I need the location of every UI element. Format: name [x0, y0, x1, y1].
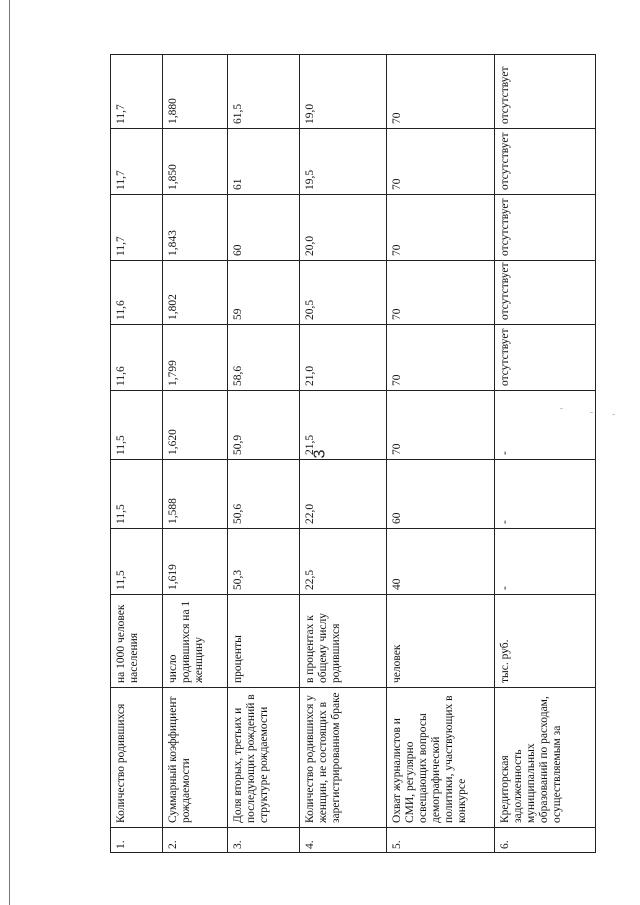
value-cell: 21,5 [300, 391, 387, 460]
value-cell: 50,6 [228, 460, 300, 529]
unit-cell: в процентах к общему числу родившихся [300, 595, 387, 688]
value-cell: 19,5 [300, 129, 387, 195]
value-cell: - [495, 529, 596, 595]
value-cell: 1,799 [163, 325, 228, 391]
row-number-cell: 5. [387, 828, 495, 853]
value-cell: 70 [387, 129, 495, 195]
value-cell: 50,9 [228, 391, 300, 460]
value-cell: отсутствует [495, 55, 596, 129]
value-cell: 20,5 [300, 261, 387, 325]
value-cell: 1,802 [163, 261, 228, 325]
indicator-name-cell: Доля вторых, третьих и последующих рождений в структуре рождаемости [228, 688, 300, 828]
value-cell: 70 [387, 195, 495, 261]
value-cell: 70 [387, 325, 495, 391]
value-cell: 70 [387, 391, 495, 460]
unit-cell: на 1000 человек населения [111, 595, 163, 688]
value-cell: 1,843 [163, 195, 228, 261]
value-cell: - [495, 460, 596, 529]
value-cell: 11,5 [111, 460, 163, 529]
value-cell: 1,880 [163, 55, 228, 129]
row-number-cell: 3. [228, 828, 300, 853]
table-row [111, 55, 163, 853]
unit-cell: тыс. руб. [495, 595, 596, 688]
table-row [495, 55, 596, 853]
value-cell: 60 [228, 195, 300, 261]
indicator-name-cell: Количество родившихся у женщин, не состоящих в зарегистрированном браке [300, 688, 387, 828]
value-cell: 11,7 [111, 55, 163, 129]
value-cell: 61 [228, 129, 300, 195]
value-cell: 20,0 [300, 195, 387, 261]
value-cell: 11,7 [111, 195, 163, 261]
value-cell: 50,3 [228, 529, 300, 595]
value-cell: 70 [387, 55, 495, 129]
value-cell: 11,6 [111, 325, 163, 391]
table-row [387, 55, 495, 853]
value-cell: - [495, 391, 596, 460]
rotated-table-wrapper [110, 55, 595, 853]
scan-artifact [612, 414, 615, 415]
indicator-name-cell: Суммарный коэффициент рождаемости [163, 688, 228, 828]
table-body [111, 55, 596, 853]
value-cell: 11,7 [111, 129, 163, 195]
row-number-cell: 1. [111, 828, 163, 853]
value-cell: отсутствует [495, 325, 596, 391]
value-cell: отсутствует [495, 261, 596, 325]
unit-cell: число родившихся на 1 женщину [163, 595, 228, 688]
value-cell: 21,0 [300, 325, 387, 391]
indicator-name-cell: Количество родившихся [111, 688, 163, 828]
indicator-name-cell: Кредиторская задолженность муниципальных образований по расходам, осуществляемым за [495, 688, 596, 828]
indicator-name-cell: Охват журналистов и СМИ, регулярно освещающих вопросы демографической политики, участвующих в конкурсе [387, 688, 495, 828]
value-cell: 1,850 [163, 129, 228, 195]
value-cell: 40 [387, 529, 495, 595]
table-row [228, 55, 300, 853]
value-cell: отсутствует [495, 129, 596, 195]
row-number-cell: 6. [495, 828, 596, 853]
value-cell: 1,619 [163, 529, 228, 595]
value-cell: 11,6 [111, 261, 163, 325]
row-number-cell: 2. [163, 828, 228, 853]
page-number: 3 [311, 449, 329, 459]
value-cell: 19,0 [300, 55, 387, 129]
value-cell: 22,0 [300, 460, 387, 529]
value-cell: 70 [387, 261, 495, 325]
indicators-table [110, 54, 596, 853]
value-cell: 22,5 [300, 529, 387, 595]
value-cell: 59 [228, 261, 300, 325]
row-number-cell: 4. [300, 828, 387, 853]
table-row [163, 55, 228, 853]
value-cell: 11,5 [111, 391, 163, 460]
unit-cell: человек [387, 595, 495, 688]
scan-margin-line [9, 0, 10, 905]
unit-cell: проценты [228, 595, 300, 688]
value-cell: 1,620 [163, 391, 228, 460]
value-cell: 58,6 [228, 325, 300, 391]
value-cell: 1,588 [163, 460, 228, 529]
table-row [300, 55, 387, 853]
value-cell: 61,5 [228, 55, 300, 129]
value-cell: 11,5 [111, 529, 163, 595]
value-cell: 60 [387, 460, 495, 529]
value-cell: отсутствует [495, 195, 596, 261]
